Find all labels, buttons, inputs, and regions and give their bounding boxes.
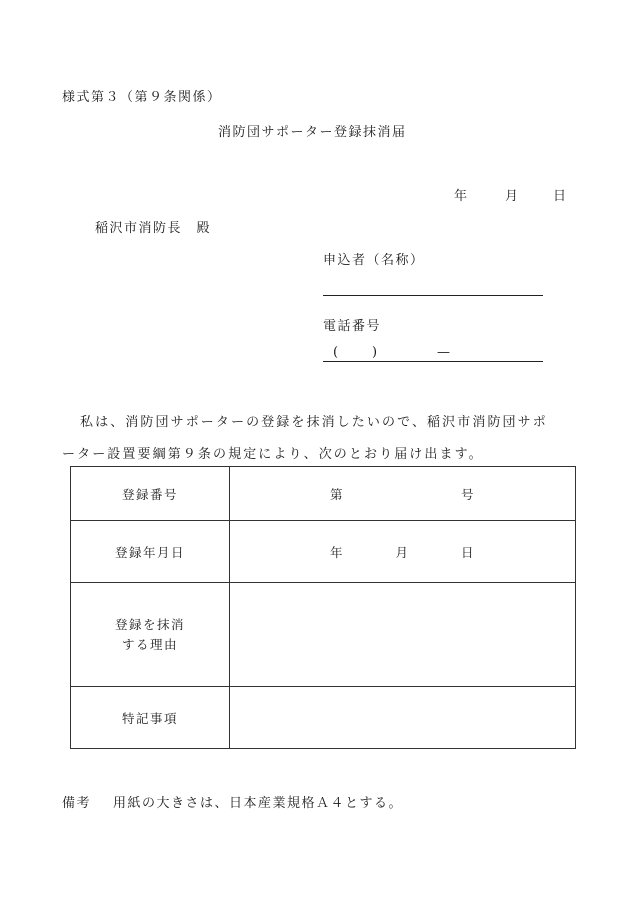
date-year: 年 (454, 189, 469, 204)
row-registration-date (71, 521, 576, 583)
phone-open-paren: ( (333, 345, 340, 360)
row-registration-number (71, 467, 576, 521)
phone-close-paren: ) (372, 345, 379, 360)
date-day: 日 (553, 189, 568, 204)
body-line-1: 私は、消防団サポーターの登録を抹消したいので、稲沢市消防団サポ (80, 415, 548, 430)
phone-label: 電話番号 (323, 319, 382, 334)
notes-value[interactable] (230, 687, 576, 749)
reg-number-label: 登 録 番 号 (71, 467, 230, 521)
row-notes (71, 687, 576, 749)
applicant-name-label: 申込者（名称） (323, 253, 425, 268)
applicant-name-line (323, 295, 543, 296)
reason-label: 登録を抹消 する理由 (71, 583, 230, 687)
reg-number-value[interactable]: 第 号 (230, 467, 576, 521)
phone-line (323, 361, 543, 362)
row-reason (71, 583, 576, 687)
phone-dash: — (437, 345, 452, 360)
date-month: 月 (505, 189, 520, 204)
body-line-2: ーター設置要綱第９条の規定により、次のとおり届け出ます。 (62, 447, 484, 462)
reg-date-value[interactable]: 年 月 日 (230, 521, 576, 583)
reg-date-label: 登録年月日 (71, 521, 230, 583)
remark-text: 用紙の大きさは、日本産業規格Ａ４とする。 (113, 796, 404, 811)
deregistration-table (70, 466, 576, 749)
notes-label: 特 記 事 項 (71, 687, 230, 749)
remark-label: 備考 (62, 796, 92, 811)
form-title: 消防団サポーター登録抹消届 (218, 125, 407, 140)
addressee: 稲沢市消防長 殿 (95, 221, 212, 236)
reason-value[interactable] (230, 583, 576, 687)
form-number: 様式第３（第９条関係） (62, 90, 222, 105)
